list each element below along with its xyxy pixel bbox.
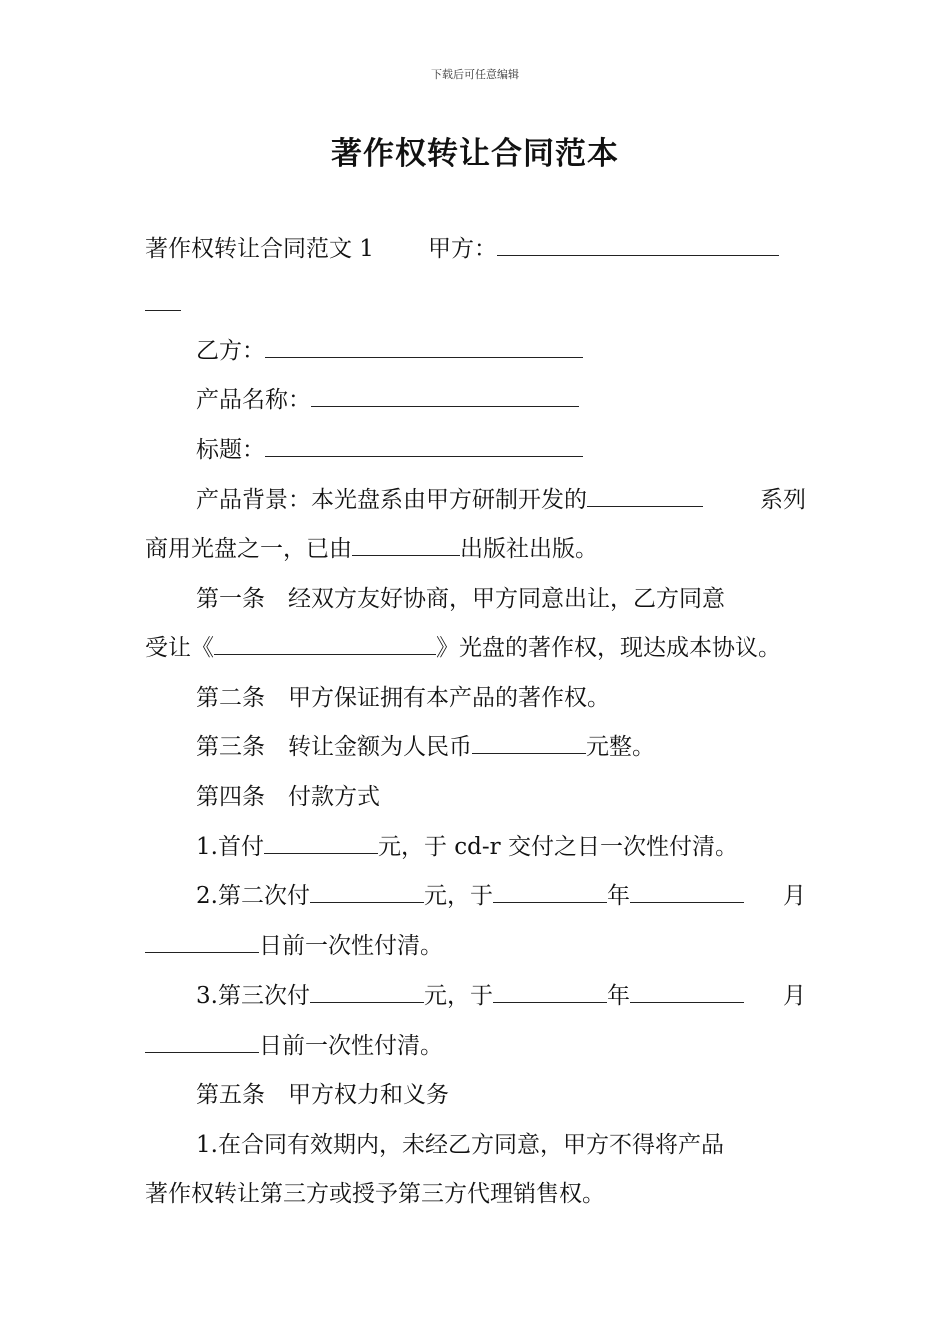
payment-3-line-2 [145, 1030, 805, 1062]
article-2: 第二条 甲方保证拥有本产品的著作权。 [196, 685, 610, 711]
party-b-label: 乙方： [196, 338, 265, 364]
payment-2-year: 年 [606, 883, 630, 909]
right-1-line-1: 1.在合同有效期内，未经乙方同意，甲方不得将产品 [196, 1132, 724, 1158]
article-1-text-b: 》光盘的著作权，现达成本协议。 [436, 635, 781, 661]
payment-1-label: 1.首付 [196, 834, 264, 860]
article-3 [196, 731, 806, 763]
party-a-label: 甲方： [427, 236, 497, 262]
background-text: 产品背景：本光盘系由甲方研制开发的 [196, 487, 587, 513]
article-3-suffix: 元整。 [586, 734, 655, 760]
background-text-2: 商用光盘之一，已由 [145, 536, 352, 562]
party-a-blank-continued [145, 288, 181, 311]
payment-2-yuan: 元，于 [423, 883, 493, 909]
background-line-1 [196, 484, 806, 516]
heading-label: 标题： [196, 437, 265, 463]
payment-3-yuan: 元，于 [423, 983, 493, 1009]
payment-3-year-blank [493, 980, 607, 1003]
article-3-text: 第三条 转让金额为人民币 [196, 734, 472, 760]
payment-3-amount-blank [310, 980, 424, 1003]
payment-3-month: 月 [783, 983, 806, 1009]
article-4: 第四条 付款方式 [196, 784, 380, 810]
payment-2-day: 日前一次性付清。 [259, 933, 443, 959]
payment-3-year: 年 [606, 983, 630, 1009]
party-a-line [145, 233, 805, 265]
intro-text: 著作权转让合同范文 1 [145, 236, 374, 262]
series-text: 系列 [760, 487, 806, 513]
product-name-line [196, 384, 806, 416]
page-header-note: 下载后可任意编辑 [431, 68, 519, 81]
article-1-text-a: 受让《 [145, 635, 214, 661]
background-line-2 [145, 533, 805, 565]
payment-1-text: 元，于 cd-r 交付之日一次性付清。 [377, 834, 738, 860]
heading-blank [265, 434, 583, 457]
payment-3-label: 3.第三次付 [196, 983, 310, 1009]
payment-1 [196, 831, 806, 863]
article-5: 第五条 甲方权力和义务 [196, 1082, 449, 1108]
publisher-blank [352, 533, 460, 556]
disc-title-blank [214, 632, 436, 655]
right-1-line-2: 著作权转让第三方或授予第三方代理销售权。 [145, 1181, 605, 1207]
payment-3-day-blank [145, 1030, 259, 1053]
party-b-line [196, 335, 806, 367]
payment-2-line-1 [196, 880, 806, 912]
payment-2-label: 2.第二次付 [196, 883, 310, 909]
heading-line [196, 434, 806, 466]
amount-blank [472, 731, 586, 754]
payment-2-amount-blank [310, 880, 424, 903]
payment-3-day: 日前一次性付清。 [259, 1033, 443, 1059]
publisher-text: 出版社出版。 [460, 536, 598, 562]
product-name-label: 产品名称： [196, 387, 311, 413]
article-1-line-2 [145, 632, 805, 664]
party-a-blank [497, 233, 779, 256]
party-a-blank-cont [145, 288, 805, 320]
party-b-blank [265, 335, 583, 358]
article-1-line-1: 第一条 经双方友好协商，甲方同意出让，乙方同意 [196, 586, 725, 612]
payment-2-month: 月 [783, 883, 806, 909]
document-title: 著作权转让合同范本 [331, 136, 619, 172]
payment-1-amount-blank [264, 831, 378, 854]
product-name-blank [311, 384, 579, 407]
payment-2-year-blank [493, 880, 607, 903]
payment-2-line-2 [145, 930, 805, 962]
payment-3-month-blank [630, 980, 744, 1003]
series-blank [587, 484, 703, 507]
payment-3-line-1 [196, 980, 806, 1012]
payment-2-month-blank [630, 880, 744, 903]
payment-2-day-blank [145, 930, 259, 953]
